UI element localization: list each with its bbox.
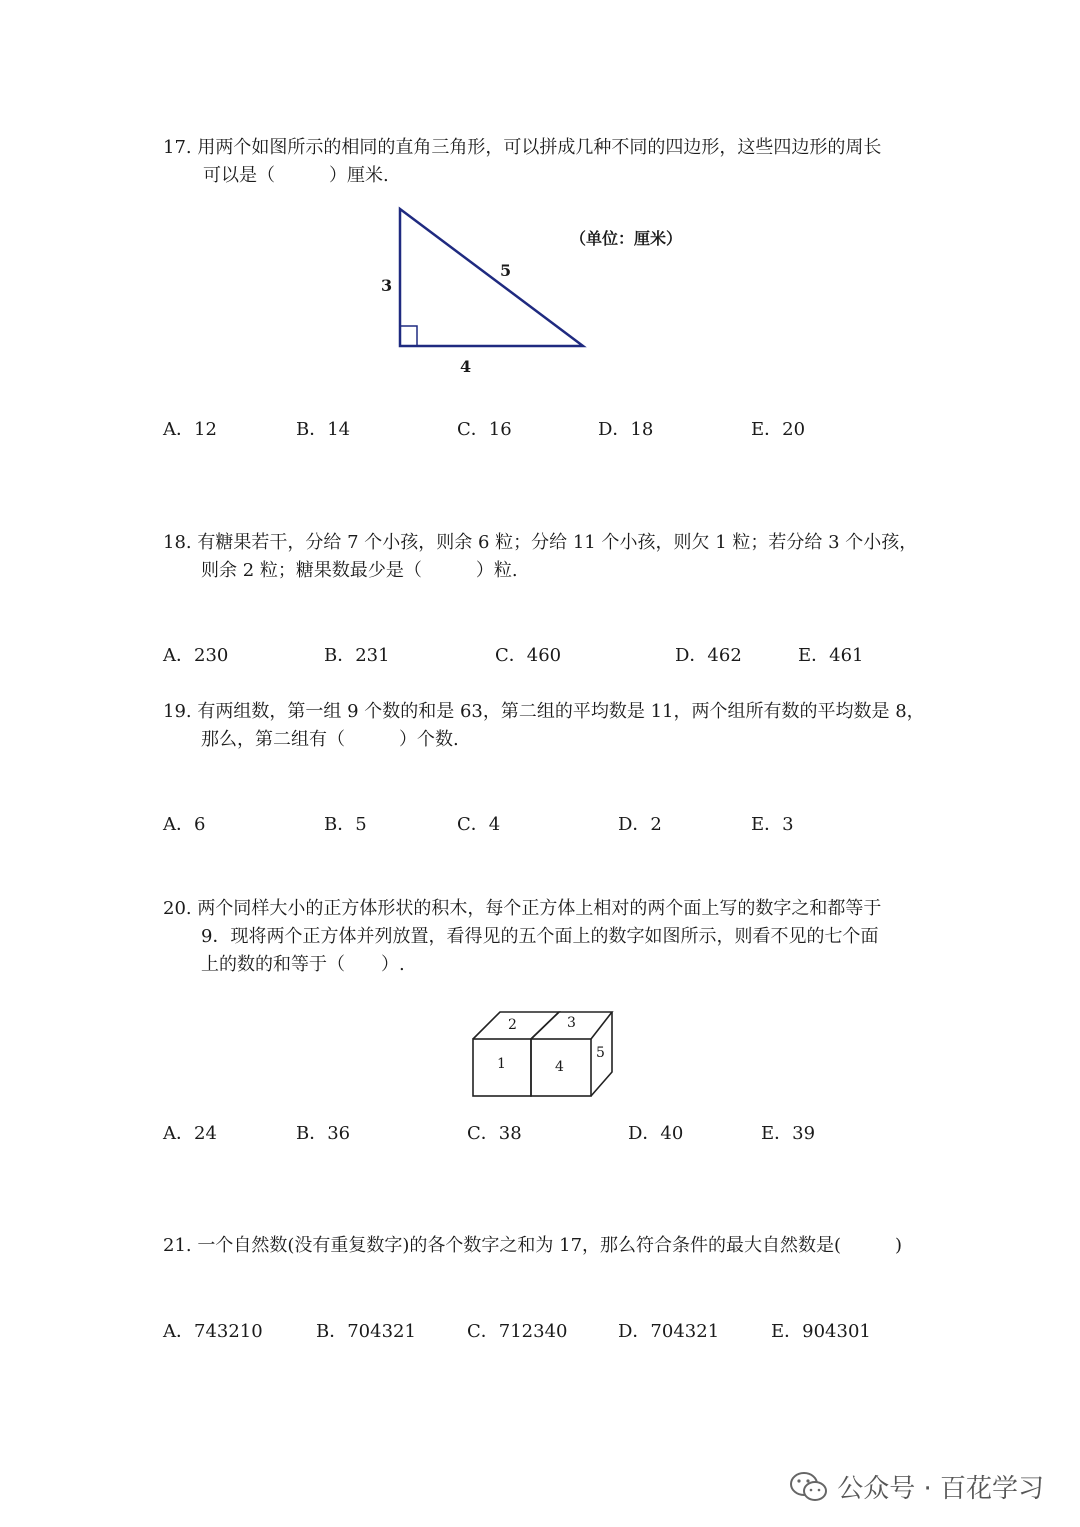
q17-option-e[interactable]: E．20: [751, 419, 806, 440]
q17-line-1: 17. 用两个如图所示的相同的直角三角形，可以拼成几种不同的四边形，这些四边形的周长: [163, 137, 882, 158]
unit-label: （单位：厘米）: [570, 229, 683, 248]
q18-line-2: 则余 2 粒；糖果数最少是（ ）粒.: [201, 560, 518, 581]
right-angle-mark: [400, 326, 417, 346]
q17-option-d[interactable]: D．18: [598, 419, 654, 440]
right-triangle: [400, 209, 583, 346]
side-horizontal-label: 4: [460, 357, 472, 376]
triangle-figure: [370, 195, 610, 385]
q19-line-1: 19. 有两组数，第一组 9 个数的和是 63，第二组的平均数是 11，两个组所有数的平均数是 8，: [163, 701, 925, 722]
hypotenuse-label: 5: [500, 261, 512, 280]
q19-option-a[interactable]: A．6: [163, 814, 206, 835]
q20-line-1: 20. 两个同样大小的正方体形状的积木，每个正方体上相对的两个面上写的数字之和都等于: [163, 898, 882, 919]
q18-option-a[interactable]: A．230: [163, 645, 229, 666]
q18-option-d[interactable]: D．462: [675, 645, 742, 666]
q19-option-b[interactable]: B．5: [324, 814, 367, 835]
q17-line-2: 可以是（ ）厘米.: [203, 165, 389, 186]
q19-option-c[interactable]: C．4: [457, 814, 501, 835]
q20-option-d[interactable]: D．40: [628, 1123, 684, 1144]
q18-line-1: 18. 有糖果若干，分给 7 个小孩，则余 6 粒；分给 11 个小孩，则欠 1 粒；若分给 3 个小孩，: [163, 532, 918, 553]
q21-option-d[interactable]: D．704321: [618, 1321, 720, 1342]
watermark: [789, 1468, 1044, 1505]
cube-side-number: 5: [596, 1045, 605, 1061]
q21-option-e[interactable]: E．904301: [771, 1321, 871, 1342]
q20-line-3: 上的数的和等于（ ）.: [201, 954, 405, 975]
side-vertical-label: 3: [381, 276, 393, 295]
cube-top-left-number: 2: [508, 1017, 517, 1033]
cube-front-right-number: 4: [555, 1059, 564, 1075]
q20-option-e[interactable]: E．39: [761, 1123, 816, 1144]
q19-option-d[interactable]: D．2: [618, 814, 662, 835]
wechat-icon: [789, 1470, 829, 1504]
cube-top-right-number: 3: [567, 1015, 576, 1031]
q17-option-a[interactable]: A．12: [163, 419, 217, 440]
q21-line-1: 21. 一个自然数(没有重复数字)的各个数字之和为 17，那么符合条件的最大自然数是( ): [163, 1235, 903, 1256]
cube-front-left-number: 1: [497, 1056, 506, 1072]
q17-option-c[interactable]: C．16: [457, 419, 512, 440]
q20-option-c[interactable]: C．38: [467, 1123, 522, 1144]
q21-option-c[interactable]: C．712340: [467, 1321, 568, 1342]
watermark-text: 公众号 · 百花学习: [837, 1474, 1044, 1504]
q21-option-a[interactable]: A．743210: [163, 1321, 263, 1342]
q20-option-b[interactable]: B．36: [296, 1123, 351, 1144]
q20-option-a[interactable]: A．24: [163, 1123, 217, 1144]
q18-option-c[interactable]: C．460: [495, 645, 562, 666]
q21-option-b[interactable]: B．704321: [316, 1321, 416, 1342]
q19-option-e[interactable]: E．3: [751, 814, 794, 835]
q18-option-b[interactable]: B．231: [324, 645, 390, 666]
q17-option-b[interactable]: B．14: [296, 419, 351, 440]
q19-line-2: 那么，第二组有（ ）个数.: [201, 729, 459, 750]
q18-option-e[interactable]: E．461: [798, 645, 864, 666]
q20-line-2: 9．现将两个正方体并列放置，看得见的五个面上的数字如图所示，则看不见的七个面: [201, 926, 879, 947]
